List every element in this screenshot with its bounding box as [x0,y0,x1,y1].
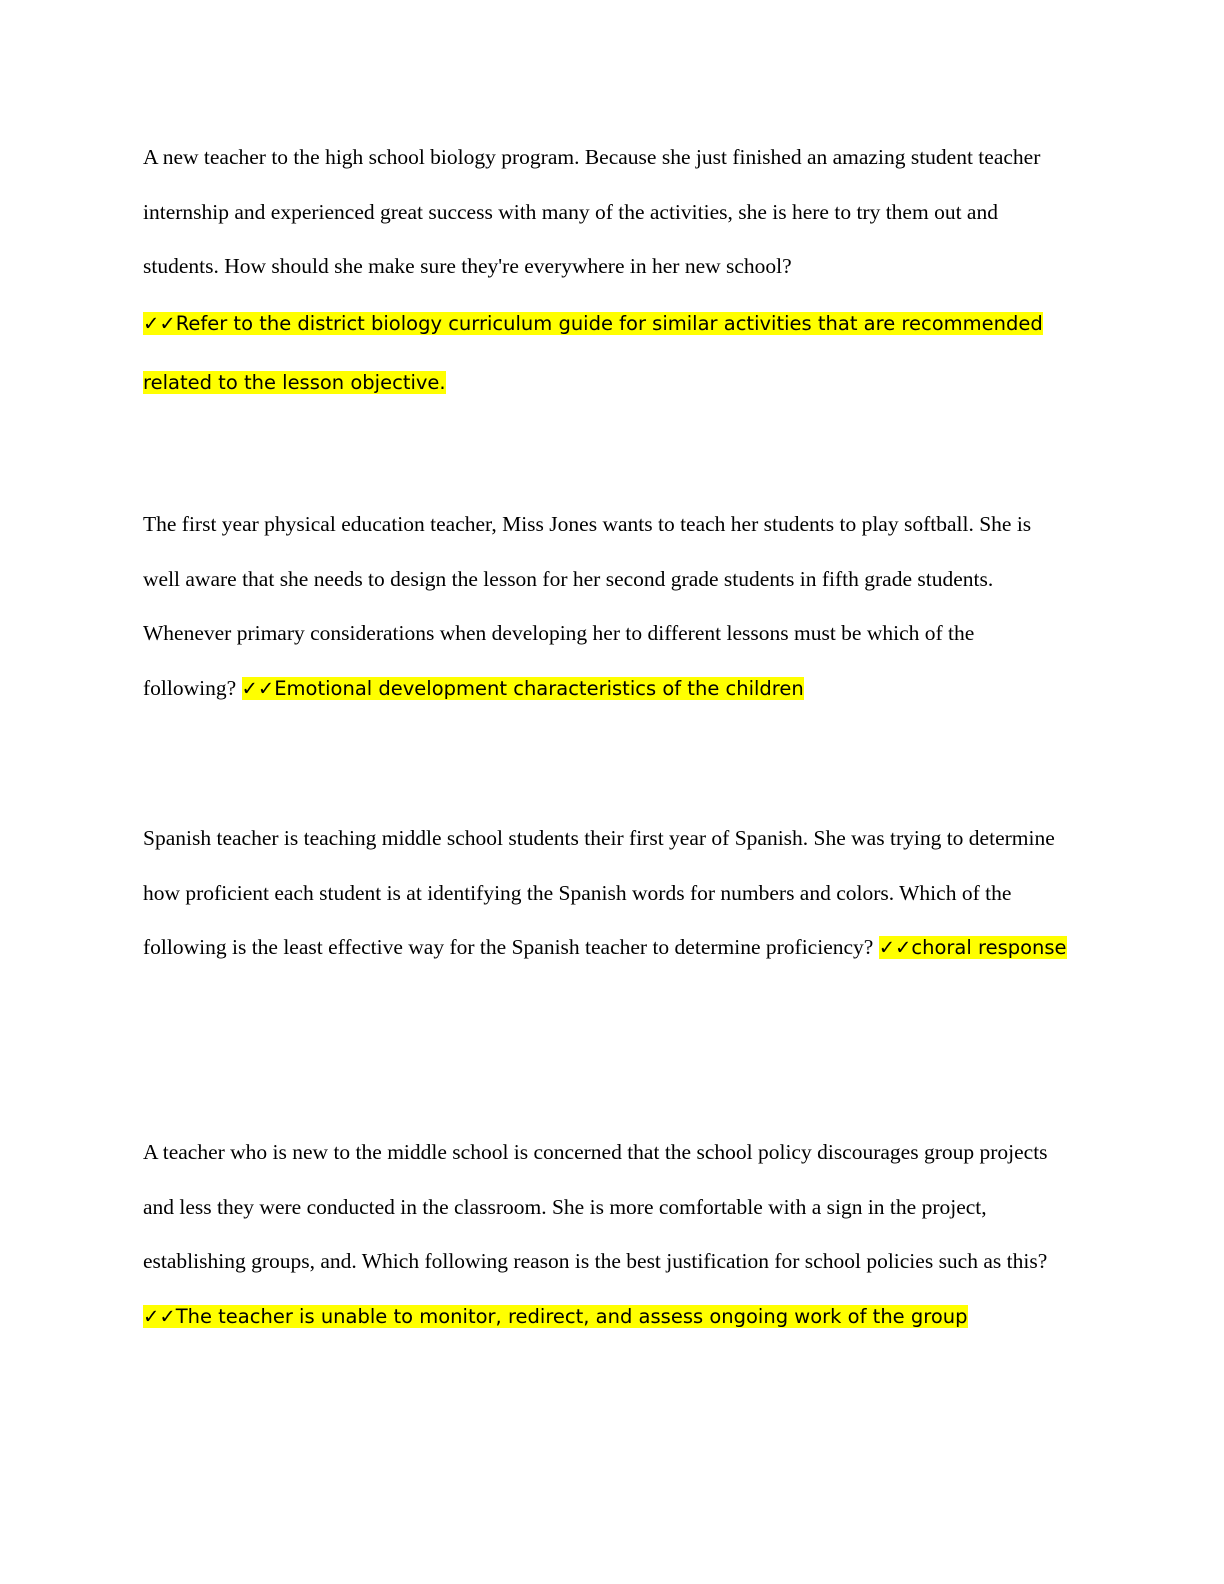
double-check-icon: ✓✓ [143,1304,176,1328]
double-check-icon: ✓✓ [241,676,275,700]
question-text: Spanish teacher is teaching middle school students their first year of Spanish. She was trying to determine how proficient each student is at identifying the Spanish words for numbers and colors. Which of the following is the least effective way for the Spanish teacher to determine proficiency? [143,826,1055,959]
qa-item [143,1125,1068,1344]
answer-text: choral response [911,936,1067,959]
question-text: A teacher who is new to the middle school is concerned that the school policy discourages group projects and less they were conducted in the classroom. She is more comfortable with a sign in the project, establishing groups, and. Which following reason is the best justification for school policies such as this? [143,1140,1048,1273]
answer-highlight [879,936,1067,959]
double-check-icon: ✓✓ [143,311,176,335]
question-text: A new teacher to the high school biology program. Because she just finished an amazing student teacher internship and experienced great success with many of the activities, she is here to try them out and students. How should she make sure they're everywhere in her new school? [143,145,1041,278]
qa-item [143,130,1068,412]
answer-highlight [242,677,804,700]
answer-block [143,294,1068,412]
answer-highlight [143,1305,968,1328]
answer-highlight [143,312,1043,394]
qa-item [143,497,1068,716]
double-check-icon: ✓✓ [878,936,912,959]
answer-text: Emotional development characteristics of the children [274,676,804,700]
answer-text: The teacher is unable to monitor, redirect, and assess ongoing work of the group [175,1304,968,1328]
answer-text: Refer to the district biology curriculum guide for similar activities that are recommended related to the lesson objective. [143,311,1043,394]
question-text: The first year physical education teacher, Miss Jones wants to teach her students to play softball. She is well aware that she needs to design the lesson for her second grade students in fifth grade students. Whenever primary considerations when developing her to different lessons must be which of the following? [143,512,1032,700]
qa-item [143,811,1068,976]
